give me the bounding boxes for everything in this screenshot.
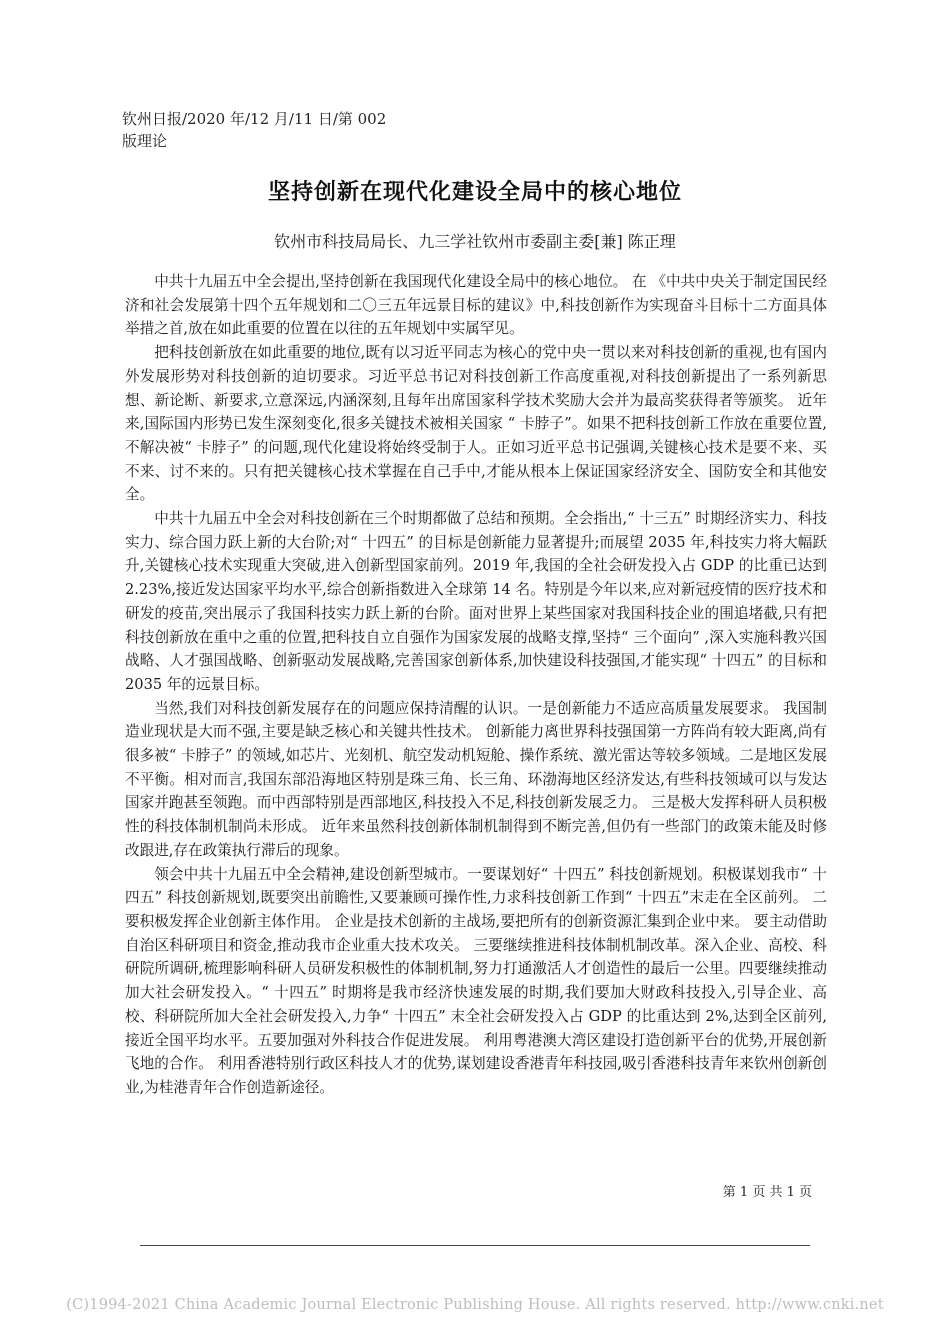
paragraph-1: 中共十九届五中全会提出,坚持创新在我国现代化建设全局中的核心地位。 在 《中共中央关于制定国民经济和社会发展第十四个五年规划和二〇三五年远景目标的建议》中,科技创新作为实现奋斗目标十二方面具体举措之首,放在如此重要的位置在以往的五年规划中实属罕见。 bbox=[125, 273, 827, 338]
source-line-1: 钦州日报/2020 年/12 月/11 日/第 002 bbox=[122, 110, 387, 128]
source-line-2: 版理论 bbox=[122, 132, 168, 150]
paragraph-4: 当然,我们对科技创新发展存在的问题应保持清醒的认识。一是创新能力不适应高质量发展要求。 我国制造业现状是大而不强,主要是缺乏核心和关键共性技术。 创新能力离世界科技强国第一方阵尚有较大距离,尚有很多被“ 卡脖子” 的领域,如芯片、光刻机、航空发动机短舱、操作系统、激光雷达等较多领域。二是地区发展不平衡。相对而言,我国东部沿海地区特别是珠三角、长三角、环渤海地区经济发达,有些科技领域可以与发达国家并跑甚至领跑。而中西部特别是西部地区,科技投入不足,科技创新发展乏力。 三是极大发挥科研人员积极性的科技体制机制尚未形成。 近年来虽然科技创新体制机制得到不断完善,但仍有一些部门的政策未能及时修改跟进,存在政策执行滞后的现象。 bbox=[125, 699, 827, 859]
paragraph-3: 中共十九届五中全会对科技创新在三个时期都做了总结和预期。全会指出,“ 十三五” 时期经济实力、科技实力、综合国力跃上新的大台阶;对“ 十四五” 的目标是创新能力显著提升;而展望 2035 年,科技实力将大幅跃升,关键核心技术实现重大突破,进入创新型国家前列。2019 年,我国的全社会研发投入占 GDP 的比重已达到 2.23%,接近发达国家平均水平,综合创新指数进入全球第 14 名。特别是今年以来,应对新冠疫情的医疗技术和研发的疫苗,突出展示了我国科技实力跃上新的台阶。面对世界上某些国家对我国科技企业的围追堵截,只有把科技创新放在重中之重的位置,把科技自立自强作为国家发展的战略支撑,坚持“ 三个面向” ,深入实施科教兴国战略、人才强国战略、创新驱动发展战略,完善国家创新体系,加快建设科技强国,才能实现“ 十四五” 的目标和 2035 年的远景目标。 bbox=[125, 510, 827, 693]
page-indicator: 第 1 页 共 1 页 bbox=[722, 1185, 812, 1200]
article-byline: 钦州市科技局局长、九三学社钦州市委副主委[兼] 陈正理 bbox=[274, 232, 676, 251]
article-title: 坚持创新在现代化建设全局中的核心地位 bbox=[267, 180, 682, 205]
article-body bbox=[125, 270, 827, 1100]
paragraph-2: 把科技创新放在如此重要的地位,既有以习近平同志为核心的党中央一贯以来对科技创新的重视,也有国内外发展形势对科技创新的迫切要求。习近平总书记对科技创新工作高度重视,对科技创新提出了一系列新思想、新论断、新要求,立意深远,内涵深刻,且每年出席国家科学技术奖励大会并为最高奖获得者等颁奖。 近年来,国际国内形势已发生深刻变化,很多关键技术被相关国家 “ 卡脖子”。如果不把科技创新工作放在重要位置,不解决被“ 卡脖子” 的问题,现代化建设将始终受制于人。正如习近平总书记强调,关键核心技术是要不来、买不来、讨不来的。只有把关键核心技术掌握在自己手中,才能从根本上保证国家经济安全、国防安全和其他安全。 bbox=[125, 344, 827, 504]
copyright-notice: (C)1994-2021 China Academic Journal Electronic Publishing House. All rights reserved. http://www.cnki.net bbox=[66, 1297, 884, 1313]
footer-divider bbox=[140, 1245, 810, 1246]
source-info bbox=[122, 108, 422, 152]
paragraph-5: 领会中共十九届五中全会精神,建设创新型城市。一要谋划好“ 十四五” 科技创新规划。积极谋划我市“ 十四五” 科技创新规划,既要突出前瞻性,又要兼顾可操作性,力求科技创新工作到“ 十四五”末走在全区前列。 二要积极发挥企业创新主体作用。 企业是技术创新的主战场,要把所有的创新资源汇集到企业中来。 要主动借助自治区科研项目和资金,推动我市企业重大技术攻关。 三要继续推进科技体制机制改革。深入企业、高校、科研院所调研,梳理影响科研人员研发积极性的体制机制,努力打通激活人才创造性的最后一公里。四要继续推动加大社会研发投入。“ 十四五” 时期将是我市经济快速发展的时期,我们要加大财政科技投入,引导企业、高校、科研院所加大全社会研发投入,力争“ 十四五” 末全社会研发投入占 GDP 的比重达到 2%,达到全区前列,接近全国平均水平。五要加强对外科技合作促进发展。 利用粤港澳大湾区建设打造创新平台的优势,开展创新飞地的合作。 利用香港特别行政区科技人才的优势,谋划建设香港青年科技园,吸引香港科技青年来钦州创新创业,为桂港青年合作创造新途径。 bbox=[125, 865, 827, 1096]
